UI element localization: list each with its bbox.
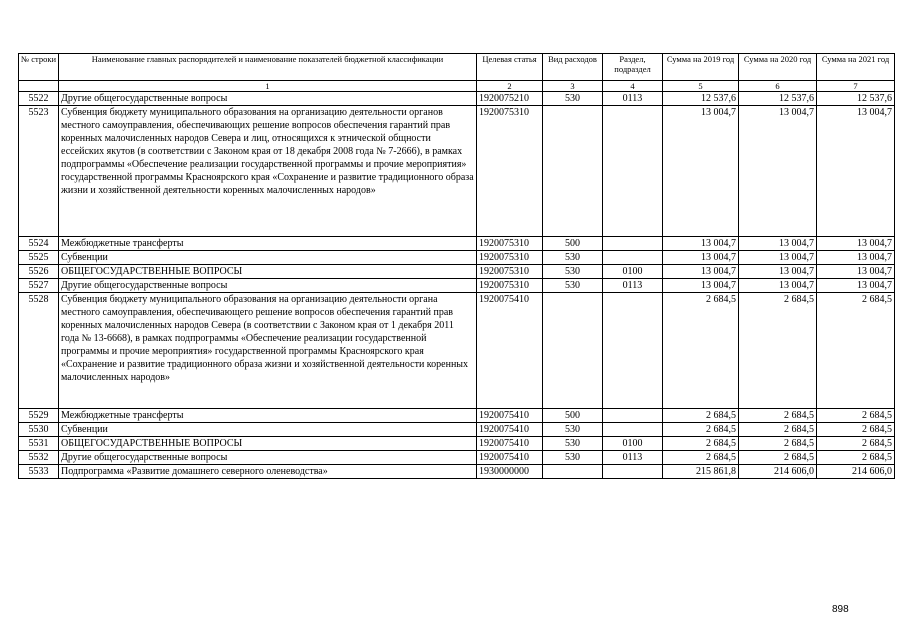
header-expense-type: Вид расходов xyxy=(543,54,603,81)
row-number: 5528 xyxy=(19,293,59,409)
row-number: 5533 xyxy=(19,465,59,479)
row-sum-2021: 2 684,5 xyxy=(817,437,895,451)
row-section xyxy=(603,293,663,409)
row-expense-type: 500 xyxy=(543,237,603,251)
row-number: 5532 xyxy=(19,451,59,465)
header-sum-2019: Сумма на 2019 год xyxy=(663,54,739,81)
column-number-row xyxy=(19,81,895,92)
row-target: 1920075310 xyxy=(477,237,543,251)
row-expense-type: 530 xyxy=(543,265,603,279)
row-section: 0100 xyxy=(603,437,663,451)
row-expense-type: 530 xyxy=(543,423,603,437)
row-section xyxy=(603,465,663,479)
header-row xyxy=(19,54,895,81)
row-number: 5530 xyxy=(19,423,59,437)
table-row xyxy=(19,437,895,451)
row-section: 0100 xyxy=(603,265,663,279)
row-target: 1920075410 xyxy=(477,437,543,451)
row-number: 5522 xyxy=(19,92,59,106)
row-expense-type: 500 xyxy=(543,409,603,423)
row-sum-2020: 12 537,6 xyxy=(739,92,817,106)
row-name: ОБЩЕГОСУДАРСТВЕННЫЕ ВОПРОСЫ xyxy=(59,437,477,451)
row-expense-type: 530 xyxy=(543,437,603,451)
row-sum-2020: 13 004,7 xyxy=(739,251,817,265)
row-name: Другие общегосударственные вопросы xyxy=(59,279,477,293)
row-number: 5531 xyxy=(19,437,59,451)
row-number: 5523 xyxy=(19,106,59,237)
table-row xyxy=(19,279,895,293)
row-sum-2020: 2 684,5 xyxy=(739,293,817,409)
row-sum-2019: 2 684,5 xyxy=(663,293,739,409)
header-name: Наименование главных распорядителей и наименование показателей бюджетной классификации xyxy=(59,54,477,81)
row-sum-2019: 13 004,7 xyxy=(663,279,739,293)
budget-table xyxy=(18,53,895,479)
row-sum-2020: 2 684,5 xyxy=(739,451,817,465)
row-name: Субвенция бюджету муниципального образования на организацию деятельности органа местного самоуправления, обеспечивающего решение вопросов обеспечения гарантий прав коренных малочисленных народов Севера (в соответствии с Законом края от 1 декабря 2011 года № 13-6668), в рамках подпрограммы «Обеспечение реализации государственной программы и прочие мероприятия» государственной программы Красноярского края «Сохранение и развитие традиционного образа жизни и хозяйственной деятельности коренных малочисленных народов» xyxy=(59,293,477,409)
row-sum-2019: 13 004,7 xyxy=(663,237,739,251)
row-number: 5524 xyxy=(19,237,59,251)
header-section: Раздел, подраздел xyxy=(603,54,663,81)
row-target: 1920075310 xyxy=(477,265,543,279)
table-row xyxy=(19,293,895,409)
table-row xyxy=(19,251,895,265)
row-sum-2019: 12 537,6 xyxy=(663,92,739,106)
header-target: Целевая статья xyxy=(477,54,543,81)
row-sum-2020: 2 684,5 xyxy=(739,423,817,437)
row-sum-2021: 13 004,7 xyxy=(817,251,895,265)
table-row xyxy=(19,465,895,479)
row-sum-2020: 13 004,7 xyxy=(739,237,817,251)
row-sum-2019: 13 004,7 xyxy=(663,265,739,279)
row-sum-2021: 12 537,6 xyxy=(817,92,895,106)
row-sum-2021: 2 684,5 xyxy=(817,293,895,409)
row-name: Межбюджетные трансферты xyxy=(59,237,477,251)
row-expense-type: 530 xyxy=(543,451,603,465)
header-sum-2020: Сумма на 2020 год xyxy=(739,54,817,81)
row-name: Подпрограмма «Развитие домашнего северного оленеводства» xyxy=(59,465,477,479)
row-sum-2021: 13 004,7 xyxy=(817,237,895,251)
row-sum-2021: 2 684,5 xyxy=(817,409,895,423)
row-name: Субвенции xyxy=(59,251,477,265)
row-sum-2019: 2 684,5 xyxy=(663,423,739,437)
row-target: 1930000000 xyxy=(477,465,543,479)
row-target: 1920075410 xyxy=(477,423,543,437)
row-sum-2019: 13 004,7 xyxy=(663,106,739,237)
row-number: 5526 xyxy=(19,265,59,279)
row-target: 1920075410 xyxy=(477,293,543,409)
row-expense-type xyxy=(543,293,603,409)
table-row xyxy=(19,451,895,465)
row-number: 5525 xyxy=(19,251,59,265)
row-name: ОБЩЕГОСУДАРСТВЕННЫЕ ВОПРОСЫ xyxy=(59,265,477,279)
column-number: 3 xyxy=(543,81,603,92)
row-sum-2019: 2 684,5 xyxy=(663,451,739,465)
row-expense-type: 530 xyxy=(543,279,603,293)
row-sum-2020: 13 004,7 xyxy=(739,106,817,237)
column-number: 5 xyxy=(663,81,739,92)
table-row xyxy=(19,423,895,437)
column-number: 6 xyxy=(739,81,817,92)
table-row xyxy=(19,409,895,423)
row-sum-2019: 13 004,7 xyxy=(663,251,739,265)
table-row xyxy=(19,265,895,279)
header-line-no: № строки xyxy=(19,54,59,81)
column-number: 4 xyxy=(603,81,663,92)
row-target: 1920075210 xyxy=(477,92,543,106)
row-target: 1920075310 xyxy=(477,279,543,293)
column-number: 7 xyxy=(817,81,895,92)
row-target: 1920075410 xyxy=(477,451,543,465)
row-section: 0113 xyxy=(603,279,663,293)
row-name: Субвенции xyxy=(59,423,477,437)
row-sum-2020: 214 606,0 xyxy=(739,465,817,479)
row-expense-type xyxy=(543,106,603,237)
row-sum-2021: 13 004,7 xyxy=(817,279,895,293)
row-section: 0113 xyxy=(603,92,663,106)
row-section xyxy=(603,423,663,437)
row-sum-2021: 214 606,0 xyxy=(817,465,895,479)
row-sum-2020: 13 004,7 xyxy=(739,279,817,293)
table-row xyxy=(19,237,895,251)
column-number xyxy=(19,81,59,92)
row-sum-2019: 2 684,5 xyxy=(663,437,739,451)
column-number: 1 xyxy=(59,81,477,92)
row-sum-2021: 13 004,7 xyxy=(817,265,895,279)
row-target: 1920075310 xyxy=(477,106,543,237)
row-target: 1920075410 xyxy=(477,409,543,423)
row-number: 5529 xyxy=(19,409,59,423)
row-section xyxy=(603,251,663,265)
row-name: Субвенция бюджету муниципального образования на организацию деятельности органов местного самоуправления, обеспечивающих решение вопросов обеспечения гарантий прав коренных малочисленных народов Севера и лиц, относящихся к этнической общности ессейских якутов (в соответствии с Законом края от 18 декабря 2008 года № 7-2666), в рамках подпрограммы «Обеспечение реализации государственной программы и прочие мероприятия» государственной программы Красноярского края «Сохранение и развитие традиционного образа жизни и хозяйственной деятельности коренных малочисленных народов» xyxy=(59,106,477,237)
table-row xyxy=(19,106,895,237)
header-sum-2021: Сумма на 2021 год xyxy=(817,54,895,81)
row-name: Другие общегосударственные вопросы xyxy=(59,92,477,106)
row-section xyxy=(603,106,663,237)
row-sum-2019: 2 684,5 xyxy=(663,409,739,423)
row-section xyxy=(603,409,663,423)
page-number: 898 xyxy=(832,604,849,615)
row-sum-2020: 2 684,5 xyxy=(739,437,817,451)
row-section: 0113 xyxy=(603,451,663,465)
table-row xyxy=(19,92,895,106)
column-number: 2 xyxy=(477,81,543,92)
row-expense-type: 530 xyxy=(543,92,603,106)
row-sum-2021: 2 684,5 xyxy=(817,423,895,437)
row-target: 1920075310 xyxy=(477,251,543,265)
row-number: 5527 xyxy=(19,279,59,293)
row-section xyxy=(603,237,663,251)
row-sum-2020: 13 004,7 xyxy=(739,265,817,279)
row-sum-2021: 2 684,5 xyxy=(817,451,895,465)
row-name: Межбюджетные трансферты xyxy=(59,409,477,423)
row-sum-2019: 215 861,8 xyxy=(663,465,739,479)
row-expense-type xyxy=(543,465,603,479)
row-name: Другие общегосударственные вопросы xyxy=(59,451,477,465)
row-expense-type: 530 xyxy=(543,251,603,265)
row-sum-2021: 13 004,7 xyxy=(817,106,895,237)
row-sum-2020: 2 684,5 xyxy=(739,409,817,423)
